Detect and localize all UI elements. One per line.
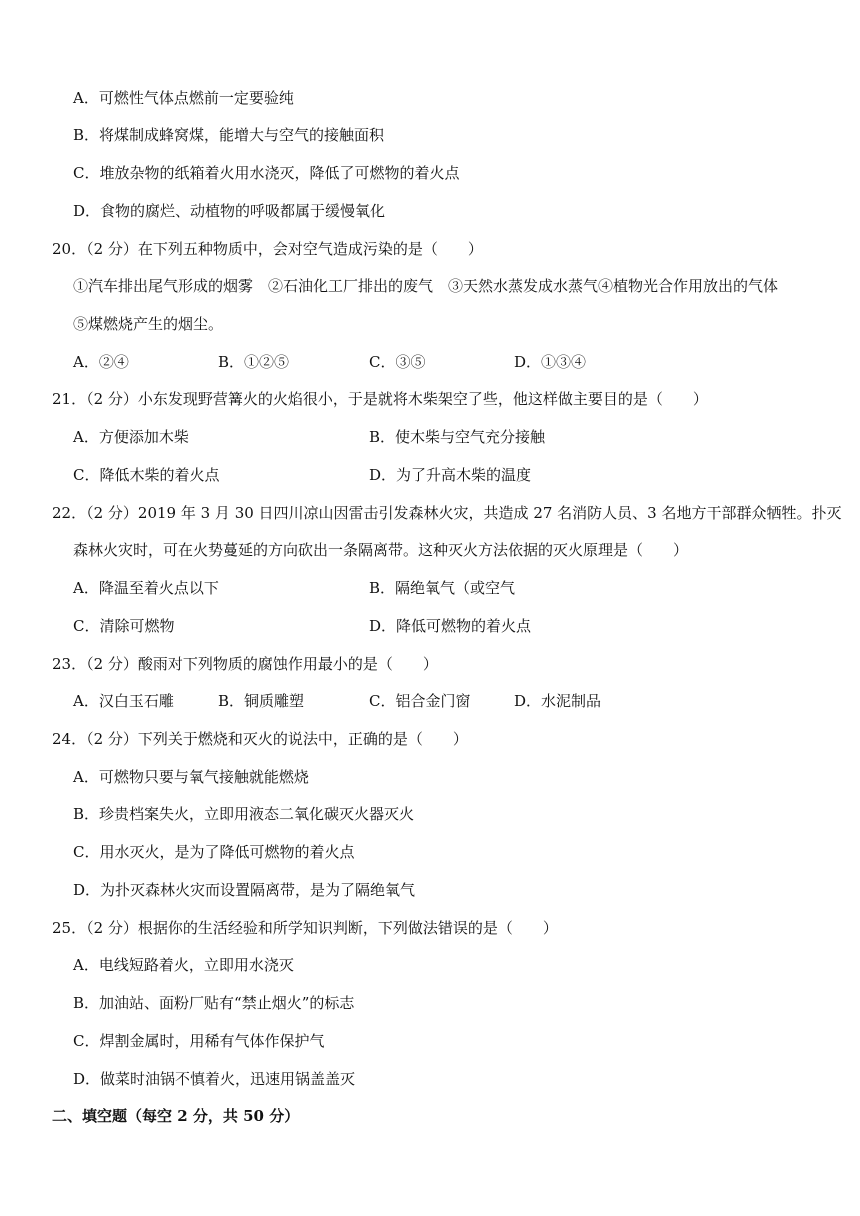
q23-option-b: B．铜质雕塑 xyxy=(218,692,305,710)
q22-stem: 22．（2 分）2019 年 3 月 30 日四川凉山因雷击引发森林火灾，共造成 27 名消防人员、3 名地方干部群众牺牲。扑灭 xyxy=(52,504,842,522)
q25-option-d: D．做菜时油锅不慎着火，迅速用锅盖盖灭 xyxy=(73,1070,356,1088)
q24-option-a: A．可燃物只要与氧气接触就能燃烧 xyxy=(73,768,309,786)
q19-option-d: D．食物的腐烂、动植物的呼吸都属于缓慢氧化 xyxy=(73,202,386,220)
q25-stem: 25．（2 分）根据你的生活经验和所学知识判断，下列做法错误的是（ ） xyxy=(52,919,558,937)
q24-option-d: D．为扑灭森林火灾而设置隔离带，是为了隔绝氧气 xyxy=(73,881,416,899)
q24-stem: 24．（2 分）下列关于燃烧和灭火的说法中，正确的是（ ） xyxy=(52,730,468,748)
q20-stem: 20．（2 分）在下列五种物质中，会对空气造成污染的是（ ） xyxy=(52,240,483,258)
q19-option-c: C．堆放杂物的纸箱着火用水浇灭，降低了可燃物的着火点 xyxy=(73,164,460,182)
q24-option-c: C．用水灭火，是为了降低可燃物的着火点 xyxy=(73,843,355,861)
section-heading: 二、填空题（每空 2 分，共 50 分） xyxy=(52,1107,300,1125)
q22-stem-continued: 森林火灾时，可在火势蔓延的方向砍出一条隔离带。这种灭火方法依据的灭火原理是（ ） xyxy=(73,541,689,559)
q20-option-d: D．①③④ xyxy=(514,353,587,371)
q20-option-a: A．②④ xyxy=(73,353,129,371)
q19-option-a: A．可燃性气体点燃前一定要验纯 xyxy=(73,89,294,107)
q21-option-c: C．降低木柴的着火点 xyxy=(73,466,220,484)
q20-option-c: C．③⑤ xyxy=(369,353,426,371)
q20-option-b: B．①②⑤ xyxy=(218,353,290,371)
q23-stem: 23．（2 分）酸雨对下列物质的腐蚀作用最小的是（ ） xyxy=(52,655,438,673)
q22-option-d: D．降低可燃物的着火点 xyxy=(369,617,532,635)
q25-option-b: B．加油站、面粉厂贴有“禁止烟火”的标志 xyxy=(73,994,355,1012)
q23-option-a: A．汉白玉石雕 xyxy=(73,692,174,710)
q21-stem: 21．（2 分）小东发现野营篝火的火焰很小，于是就将木柴架空了些，他这样做主要目的是（ ） xyxy=(52,390,708,408)
q21-option-d: D．为了升高木柴的温度 xyxy=(369,466,532,484)
q25-option-c: C．焊割金属时，用稀有气体作保护气 xyxy=(73,1032,325,1050)
q25-option-a: A．电线短路着火，立即用水浇灭 xyxy=(73,956,294,974)
q20-items-line1: ①汽车排出尾气形成的烟雾 ②石油化工厂排出的废气 ③天然水蒸发成水蒸气④植物光合作用放出的气体 xyxy=(73,277,779,295)
q24-option-b: B．珍贵档案失火，立即用液态二氧化碳灭火器灭火 xyxy=(73,805,415,823)
q22-option-b: B．隔绝氧气（或空气 xyxy=(369,579,516,597)
q21-option-a: A．方便添加木柴 xyxy=(73,428,189,446)
q21-option-b: B．使木柴与空气充分接触 xyxy=(369,428,546,446)
q23-option-c: C．铝合金门窗 xyxy=(369,692,471,710)
q23-option-d: D．水泥制品 xyxy=(514,692,602,710)
q19-option-b: B．将煤制成蜂窝煤，能增大与空气的接触面积 xyxy=(73,126,385,144)
q22-option-a: A．降温至着火点以下 xyxy=(73,579,219,597)
q22-option-c: C．清除可燃物 xyxy=(73,617,175,635)
q20-items-line2: ⑤煤燃烧产生的烟尘。 xyxy=(73,315,224,333)
